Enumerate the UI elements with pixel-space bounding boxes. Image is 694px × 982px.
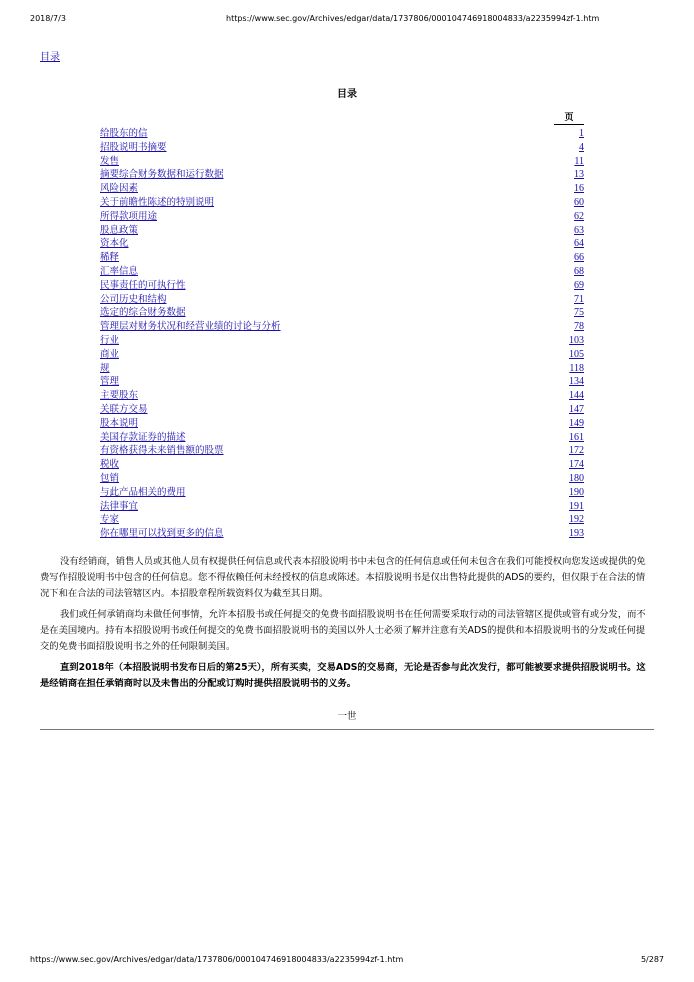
toc-entry-link[interactable]: 规 bbox=[100, 362, 110, 374]
toc-entry bbox=[100, 458, 584, 472]
toc-entry-link[interactable]: 民事责任的可执行性 bbox=[100, 279, 186, 291]
toc-entry bbox=[100, 431, 584, 445]
toc-entry bbox=[100, 417, 584, 431]
disclaimer-paragraph: 没有经销商，销售人员或其他人员有权提供任何信息或代表本招股说明书中未包含的任何信息或任何未包含在我们可能授权向您发送或提供的免费写作招股说明书中包含的任何信息。您不得依赖任何未经授权的信息或陈述。本招股说明书是仅出售特此提供的ADS的要约，但仅限于在合法的情况下和在合法的司法管辖区内。本招股章程所载资料仅为截至其日期。 bbox=[40, 556, 646, 599]
toc-entry bbox=[100, 500, 584, 514]
toc-entry-link[interactable]: 所得款项用途 bbox=[100, 210, 158, 222]
toc-entry-page-link[interactable]: 118 bbox=[569, 362, 584, 374]
toc-entry-page-link[interactable]: 147 bbox=[569, 403, 584, 415]
toc-entry-page-link[interactable]: 13 bbox=[574, 169, 584, 181]
toc-entry-page-link[interactable]: 161 bbox=[569, 431, 584, 443]
toc-entry bbox=[100, 348, 584, 362]
toc-entry bbox=[100, 127, 584, 141]
toc-entry-link[interactable]: 关于前瞻性陈述的特别说明 bbox=[100, 196, 215, 208]
divider bbox=[40, 729, 654, 730]
toc-entry bbox=[100, 251, 584, 265]
toc-entry-link[interactable]: 发售 bbox=[100, 155, 120, 167]
toc-entry bbox=[100, 224, 584, 238]
toc-entry bbox=[100, 486, 584, 500]
toc-top-link[interactable]: 目录 bbox=[40, 52, 60, 63]
toc-entry-link[interactable]: 资本化 bbox=[100, 238, 129, 250]
toc-entry-link[interactable]: 风险因素 bbox=[100, 183, 139, 195]
toc-entry-page-link[interactable]: 68 bbox=[574, 265, 584, 277]
toc-entry bbox=[100, 334, 584, 348]
toc-entry-link[interactable]: 股息政策 bbox=[100, 224, 139, 236]
toc-entry bbox=[100, 403, 584, 417]
toc-entry-page-link[interactable]: 64 bbox=[574, 238, 584, 250]
toc-entry bbox=[100, 265, 584, 279]
toc-title: 目录 bbox=[337, 89, 357, 100]
toc-entry bbox=[100, 375, 584, 389]
page-marker: 一世 bbox=[337, 711, 357, 722]
print-date: 2018/7/3 bbox=[30, 14, 66, 23]
page-column-header: 页 bbox=[554, 112, 584, 125]
toc-entry-link[interactable]: 股本说明 bbox=[100, 417, 139, 429]
toc-entry-page-link[interactable]: 105 bbox=[569, 348, 584, 360]
toc-entry-page-link[interactable]: 103 bbox=[569, 334, 584, 346]
toc-entry-page-link[interactable]: 192 bbox=[569, 514, 584, 526]
toc-entry-link[interactable]: 公司历史和结构 bbox=[100, 293, 167, 305]
toc-entry bbox=[100, 279, 584, 293]
toc-entry-link[interactable]: 管理层对财务状况和经营业绩的讨论与分析 bbox=[100, 321, 281, 333]
toc-entry-link[interactable]: 与此产品相关的费用 bbox=[100, 486, 186, 498]
toc-header bbox=[100, 112, 584, 125]
toc-entry-page-link[interactable]: 144 bbox=[569, 390, 584, 402]
toc-entry bbox=[100, 472, 584, 486]
toc-entry bbox=[100, 527, 584, 541]
toc-entry-link[interactable]: 有资格获得未来销售额的股票 bbox=[100, 445, 224, 457]
jurisdiction-paragraph: 我们或任何承销商均未做任何事情，允许本招股书或任何提交的免费书面招股说明书在任何需要采取行动的司法管辖区提供或管有或分发，而不是在美国境内。持有本招股说明书或任何提交的免费书面招股说明书的美国以外人士必须了解并注意有关ADS的提供和本招股说明书的分发或任何提交的免费书面招股说明书之外的任何限制美国。 bbox=[40, 609, 646, 652]
toc-entry-page-link[interactable]: 149 bbox=[569, 417, 584, 429]
toc-entry bbox=[100, 141, 584, 155]
toc-entry-link[interactable]: 关联方交易 bbox=[100, 403, 148, 415]
toc-entry-page-link[interactable]: 66 bbox=[574, 252, 584, 264]
toc-entry-link[interactable]: 包销 bbox=[100, 472, 120, 484]
toc-entry-page-link[interactable]: 16 bbox=[574, 183, 584, 195]
print-header bbox=[30, 14, 664, 23]
toc-entry-page-link[interactable]: 180 bbox=[569, 472, 584, 484]
toc-entry-link[interactable]: 法律事宜 bbox=[100, 500, 139, 512]
toc-entry-page-link[interactable]: 193 bbox=[569, 528, 584, 540]
toc-entry-page-link[interactable]: 60 bbox=[574, 196, 584, 208]
toc-entry-page-link[interactable]: 1 bbox=[579, 128, 584, 139]
toc-entry-page-link[interactable]: 134 bbox=[569, 376, 584, 388]
toc-entry-link[interactable]: 招股说明书摘要 bbox=[100, 141, 167, 153]
toc-entry-page-link[interactable]: 63 bbox=[574, 224, 584, 236]
toc-entry bbox=[100, 362, 584, 376]
toc-entry bbox=[100, 182, 584, 196]
toc-entry-page-link[interactable]: 172 bbox=[569, 445, 584, 457]
toc-entry bbox=[100, 306, 584, 320]
toc-entry-link[interactable]: 管理 bbox=[100, 376, 120, 388]
toc-entry-page-link[interactable]: 4 bbox=[579, 141, 584, 153]
toc-entry bbox=[100, 444, 584, 458]
toc-entry-link[interactable]: 美国存款证券的描述 bbox=[100, 431, 186, 443]
toc-entry-link[interactable]: 稀释 bbox=[100, 252, 120, 264]
toc-entry-page-link[interactable]: 11 bbox=[574, 155, 584, 167]
toc-entry-page-link[interactable]: 78 bbox=[574, 321, 584, 333]
toc-entry bbox=[100, 237, 584, 251]
toc-entry-link[interactable]: 选定的综合财务数据 bbox=[100, 307, 186, 319]
dealer-obligation-paragraph: 直到2018年（本招股说明书发布日后的第25天），所有买卖，交易ADS的交易商，无论是否参与此次发行，都可能被要求提供招股说明书。这是经销商在担任承销商时以及未售出的分配或订购时提供招股说明书的义务。 bbox=[40, 662, 646, 689]
toc-entry-page-link[interactable]: 190 bbox=[569, 486, 584, 498]
toc-entry-page-link[interactable]: 191 bbox=[569, 500, 584, 512]
toc-entry-page-link[interactable]: 69 bbox=[574, 279, 584, 291]
toc-entry bbox=[100, 320, 584, 334]
footer-url: https://www.sec.gov/Archives/edgar/data/1737806/000104746918004833/a2235994zf-1.htm bbox=[30, 955, 404, 964]
toc-list bbox=[100, 127, 584, 541]
toc-entry-page-link[interactable]: 75 bbox=[574, 307, 584, 319]
toc-entry-page-link[interactable]: 71 bbox=[574, 293, 584, 305]
toc-entry bbox=[100, 196, 584, 210]
toc-entry bbox=[100, 513, 584, 527]
table-of-contents bbox=[100, 112, 584, 541]
toc-entry-link[interactable]: 给股东的信 bbox=[100, 128, 148, 139]
toc-entry-page-link[interactable]: 62 bbox=[574, 210, 584, 222]
toc-entry bbox=[100, 293, 584, 307]
toc-entry-link[interactable]: 摘要综合财务数据和运行数据 bbox=[100, 169, 224, 181]
toc-entry-link[interactable]: 商业 bbox=[100, 348, 120, 360]
print-footer bbox=[30, 955, 664, 964]
toc-entry-link[interactable]: 专家 bbox=[100, 514, 120, 526]
toc-entry-link[interactable]: 你在哪里可以找到更多的信息 bbox=[100, 528, 224, 540]
footer-page-count: 5/287 bbox=[640, 955, 664, 964]
toc-entry-link[interactable]: 主要股东 bbox=[100, 390, 139, 402]
toc-entry-link[interactable]: 行业 bbox=[100, 334, 120, 346]
toc-entry bbox=[100, 168, 584, 182]
toc-entry-page-link[interactable]: 174 bbox=[569, 459, 584, 471]
toc-entry-link[interactable]: 税收 bbox=[100, 459, 120, 471]
toc-entry bbox=[100, 210, 584, 224]
toc-entry-link[interactable]: 汇率信息 bbox=[100, 265, 139, 277]
toc-entry bbox=[100, 155, 584, 169]
print-url: https://www.sec.gov/Archives/edgar/data/1737806/000104746918004833/a2235994zf-1.htm bbox=[226, 14, 600, 23]
toc-entry bbox=[100, 389, 584, 403]
